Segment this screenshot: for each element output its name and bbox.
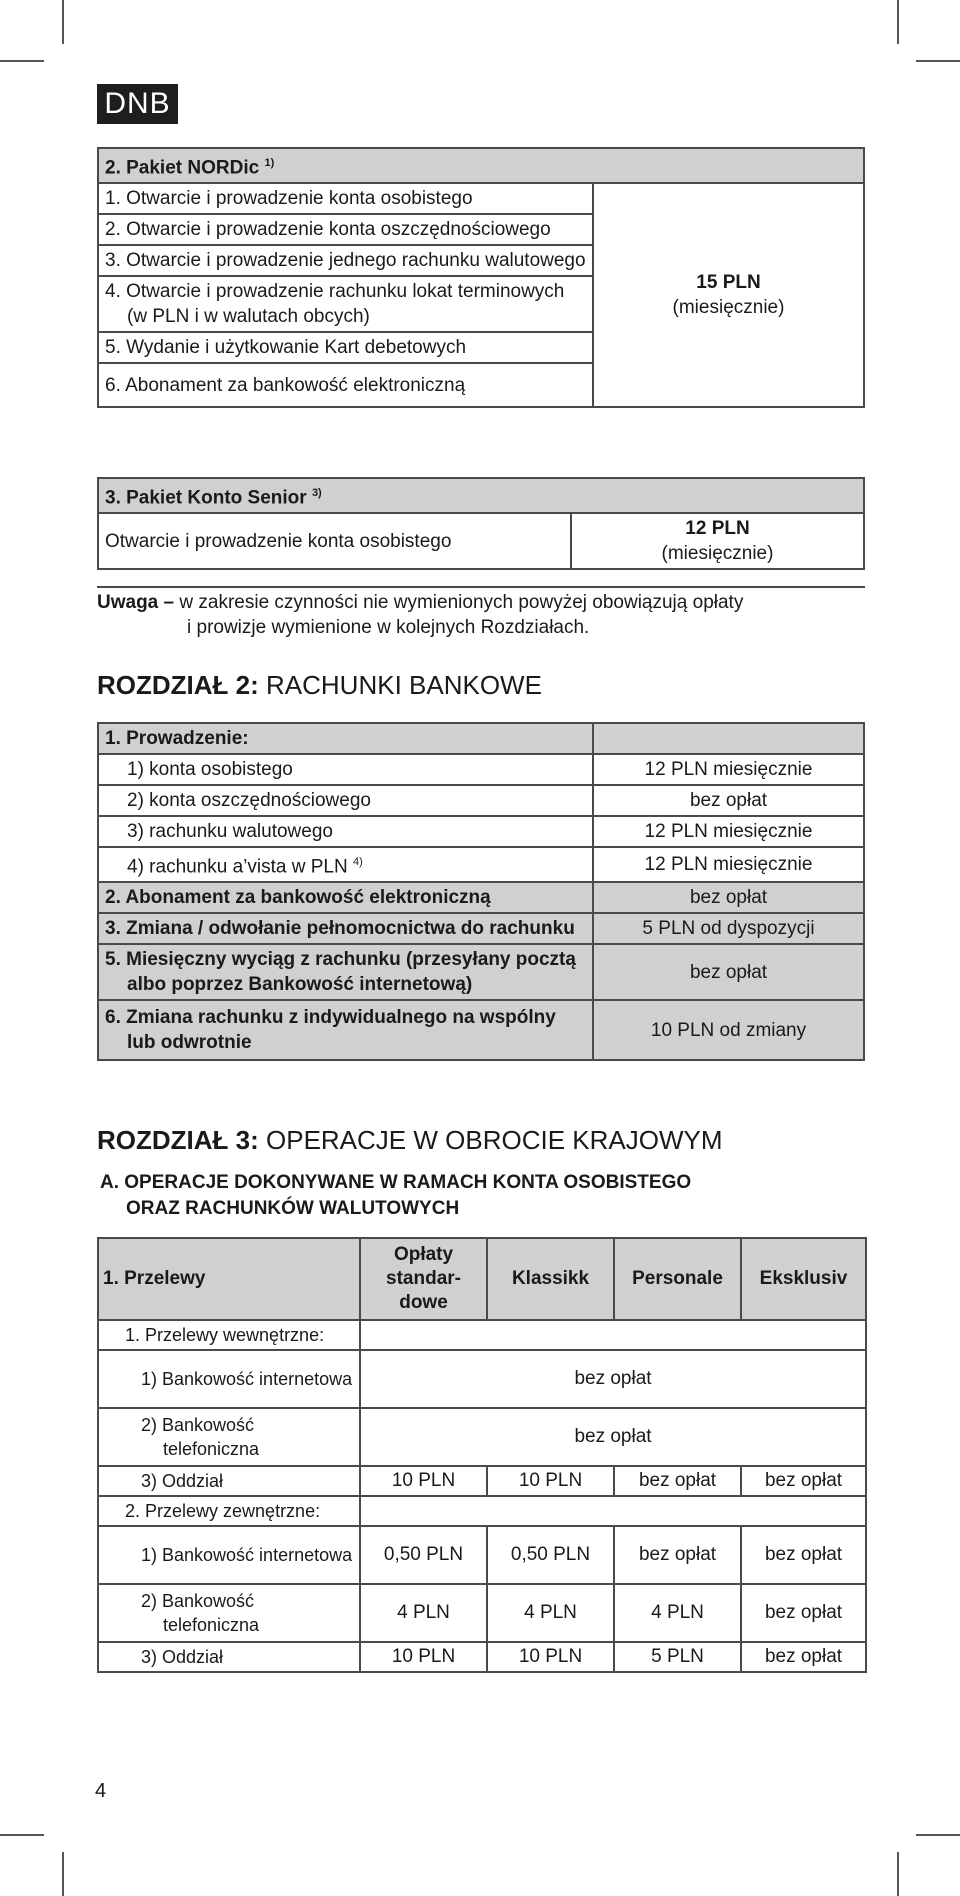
table-row bbox=[98, 913, 864, 944]
row-value: 5 PLN od dyspozycji bbox=[593, 913, 864, 944]
column-header: Klassikk bbox=[487, 1238, 614, 1320]
cell-value: 4 PLN bbox=[614, 1584, 741, 1642]
price-note: (miesięcznie) bbox=[672, 297, 785, 319]
package-nordic-price bbox=[593, 183, 864, 407]
table-row bbox=[98, 1642, 866, 1672]
row-value: bez opłat bbox=[593, 882, 864, 913]
row-value: bez opłat bbox=[593, 785, 864, 816]
table-row bbox=[98, 1320, 866, 1350]
package-nordic-title: 2. Pakiet NORDic $^{1)}$ bbox=[98, 148, 864, 183]
row-label: 3) Oddział bbox=[98, 1466, 360, 1496]
note-label: Uwaga bbox=[97, 592, 159, 613]
note-line-2: i prowizje wymienione w kolejnych Rozdziałach. bbox=[187, 617, 590, 638]
cell-value: bez opłat bbox=[614, 1466, 741, 1496]
package-item: 2. Otwarcie i prowadzenie konta oszczędnościowego bbox=[98, 214, 593, 245]
row-value: 10 PLN od zmiany bbox=[593, 1000, 864, 1060]
row-label: 3) Oddział bbox=[98, 1642, 360, 1672]
table-row bbox=[98, 1466, 866, 1496]
cell-value: bez opłat bbox=[741, 1584, 866, 1642]
table-row bbox=[98, 754, 864, 785]
row-label: 2) Bankowość telefoniczna bbox=[98, 1408, 360, 1466]
section-a-heading: A. OPERACJE DOKONYWANE W RAMACH KONTA OSOBISTEGO ORAZ RACHUNKÓW WALUTOWYCH bbox=[100, 1172, 692, 1219]
note-line-1: w zakresie czynności nie wymienionych powyżej obowiązują opłaty bbox=[179, 592, 744, 613]
cell-value: 10 PLN bbox=[360, 1466, 487, 1496]
transfers-table bbox=[97, 1237, 867, 1673]
row-value: 12 PLN miesięcznie bbox=[593, 816, 864, 847]
table-row bbox=[98, 847, 864, 882]
crop-mark bbox=[897, 1852, 899, 1896]
package-senior-table bbox=[97, 477, 865, 570]
row-label: 1) konta osobistego bbox=[98, 754, 593, 785]
crop-mark bbox=[62, 0, 64, 44]
table-row bbox=[98, 944, 864, 1000]
cell-value: 0,50 PLN bbox=[487, 1526, 614, 1584]
package-senior-price bbox=[571, 513, 864, 569]
table-row bbox=[98, 1408, 866, 1466]
merged-value: bez opłat bbox=[360, 1350, 866, 1408]
package-item: 4. Otwarcie i prowadzenie rachunku lokat terminowych (w PLN i w walutach obcych) bbox=[98, 276, 593, 332]
package-item: 6. Abonament za bankowość elektroniczną bbox=[98, 363, 593, 407]
row-label: 3) rachunku walutowego bbox=[98, 816, 593, 847]
cell-value: bez opłat bbox=[741, 1466, 866, 1496]
column-header: Eksklusiv bbox=[741, 1238, 866, 1320]
row-label: 2. Abonament za bankowość elektroniczną bbox=[98, 882, 593, 913]
accounts-header: 1. Prowadzenie: bbox=[98, 723, 593, 754]
row-label: 4) rachunku a’vista w PLN $^{4)}$ bbox=[98, 847, 593, 882]
cell-value: bez opłat bbox=[741, 1526, 866, 1584]
row-label: 3. Zmiana / odwołanie pełnomocnictwa do rachunku bbox=[98, 913, 593, 944]
table-row bbox=[98, 1496, 866, 1526]
table-row bbox=[98, 183, 864, 214]
row-value: 12 PLN miesięcznie bbox=[593, 754, 864, 785]
table-row bbox=[98, 785, 864, 816]
package-nordic-table bbox=[97, 147, 865, 408]
package-item: 5. Wydanie i użytkowanie Kart debetowych bbox=[98, 332, 593, 363]
merged-value: bez opłat bbox=[360, 1408, 866, 1466]
table-row bbox=[98, 1350, 866, 1408]
table-header-row bbox=[98, 1238, 866, 1320]
row-label: 1) Bankowość internetowa bbox=[98, 1350, 360, 1408]
row-value: 12 PLN miesięcznie bbox=[593, 847, 864, 882]
empty-cell bbox=[360, 1496, 866, 1526]
price-value: 15 PLN bbox=[696, 272, 761, 294]
crop-mark bbox=[916, 1834, 960, 1836]
table-row bbox=[98, 1584, 866, 1642]
row-value: bez opłat bbox=[593, 944, 864, 1000]
group-label: 1. Przelewy wewnętrzne: bbox=[98, 1320, 360, 1350]
table-header-row bbox=[98, 148, 864, 183]
note-block bbox=[97, 586, 865, 640]
cell-value: 4 PLN bbox=[487, 1584, 614, 1642]
table-row bbox=[98, 882, 864, 913]
group-label: 2. Przelewy zewnętrzne: bbox=[98, 1496, 360, 1526]
column-header: Personale bbox=[614, 1238, 741, 1320]
chapter-2-heading: ROZDZIAŁ 2: RACHUNKI BANKOWE bbox=[97, 670, 542, 700]
row-label: 1) Bankowość internetowa bbox=[98, 1526, 360, 1584]
crop-mark bbox=[62, 1852, 64, 1896]
crop-mark bbox=[0, 60, 44, 62]
column-header: 1. Przelewy bbox=[98, 1238, 360, 1320]
package-senior-title: 3. Pakiet Konto Senior $^{3)}$ bbox=[98, 478, 864, 513]
header-empty-cell bbox=[593, 723, 864, 754]
row-label: 5. Miesięczny wyciąg z rachunku (przesyłany pocztą albo poprzez Bankowość internetową) bbox=[98, 944, 593, 1000]
cell-value: 10 PLN bbox=[487, 1466, 614, 1496]
table-row bbox=[98, 1000, 864, 1060]
crop-mark bbox=[897, 0, 899, 44]
table-header-row bbox=[98, 723, 864, 754]
cell-value: 0,50 PLN bbox=[360, 1526, 487, 1584]
crop-mark bbox=[916, 60, 960, 62]
empty-cell bbox=[360, 1320, 866, 1350]
cell-value: 4 PLN bbox=[360, 1584, 487, 1642]
crop-mark bbox=[0, 1834, 44, 1836]
accounts-table bbox=[97, 722, 865, 1061]
cell-value: 5 PLN bbox=[614, 1642, 741, 1672]
package-item: Otwarcie i prowadzenie konta osobistego bbox=[98, 513, 571, 569]
page-number: 4 bbox=[95, 1780, 107, 1802]
price-note: (miesięcznie) bbox=[661, 543, 774, 565]
cell-value: bez opłat bbox=[741, 1642, 866, 1672]
cell-value: bez opłat bbox=[614, 1526, 741, 1584]
table-header-row bbox=[98, 478, 864, 513]
cell-value: 10 PLN bbox=[487, 1642, 614, 1672]
cell-value: 10 PLN bbox=[360, 1642, 487, 1672]
price-value: 12 PLN bbox=[685, 518, 750, 540]
note-dash: – bbox=[163, 592, 175, 613]
column-header: Opłaty standar-dowe bbox=[360, 1238, 487, 1320]
dnb-logo: DNB bbox=[97, 84, 178, 124]
row-label: 2) konta oszczędnościowego bbox=[98, 785, 593, 816]
package-item: 1. Otwarcie i prowadzenie konta osobistego bbox=[98, 183, 593, 214]
table-row bbox=[98, 513, 864, 569]
row-label: 6. Zmiana rachunku z indywidualnego na wspólny lub odwrotnie bbox=[98, 1000, 593, 1060]
chapter-3-heading: ROZDZIAŁ 3: OPERACJE W OBROCIE KRAJOWYM bbox=[97, 1125, 723, 1155]
row-label: 2) Bankowość telefoniczna bbox=[98, 1584, 360, 1642]
table-row bbox=[98, 1526, 866, 1584]
table-row bbox=[98, 816, 864, 847]
package-item: 3. Otwarcie i prowadzenie jednego rachunku walutowego bbox=[98, 245, 593, 276]
